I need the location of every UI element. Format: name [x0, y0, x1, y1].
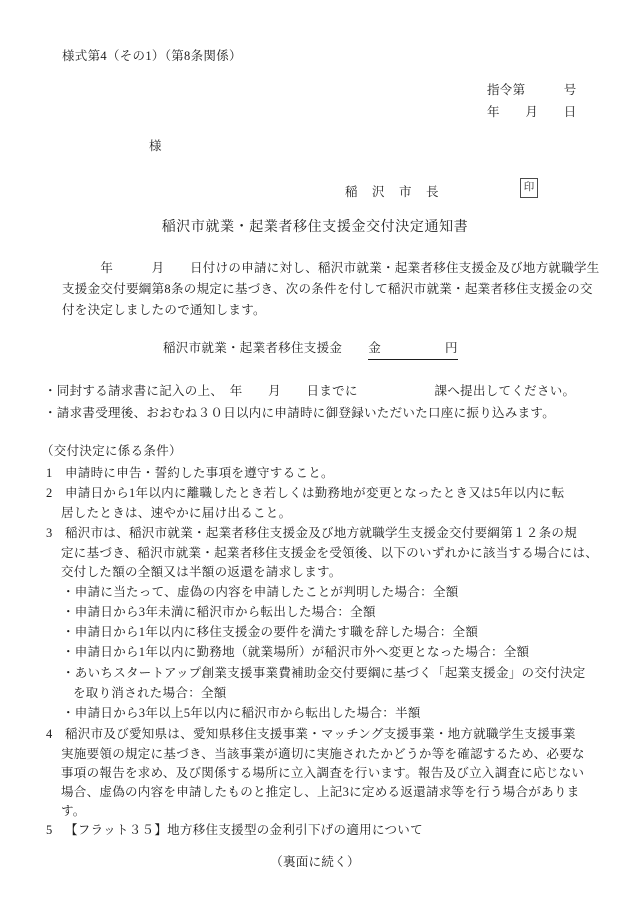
condition-3-bullet-2: ・申請日から3年未満に稲沢市から転出した場合：全額: [62, 605, 376, 619]
addressee-label: 様: [149, 139, 162, 153]
directive-date-line: 年 月 日: [487, 105, 577, 119]
condition-4-line-4: 場合、虚偽の内容を申請したものと推定し、上記3に定める返還請求等を行う場合がありま: [61, 785, 580, 799]
intro-line-1: 年 月 日付けの申請に対し、稲沢市就業・起業者移住支援金及び地方就職学生: [62, 261, 600, 275]
condition-3-line-3: 交付した額の全額又は半額の返還を請求します。: [61, 565, 342, 579]
condition-5-line-1: 【フラット３５】地方移住支援型の金利引下げの適用について: [65, 823, 423, 837]
condition-3-number: 3: [46, 526, 53, 540]
condition-2-line-1: 申請日から1年以内に離職したとき若しくは勤務地が変更となったとき又は5年以内に転: [65, 486, 565, 500]
condition-3-bullet-4: ・申請日から1年以内に勤務地（就業場所）が稲沢市外へ変更となった場合：全額: [62, 645, 530, 659]
condition-3-bullet-1: ・申請に当たって、虚偽の内容を申請したことが判明した場合：全額: [62, 585, 459, 599]
condition-4-line-5: す。: [61, 804, 86, 818]
document-title: 稲沢市就業・起業者移住支援金交付決定通知書: [161, 220, 469, 235]
condition-1-line-1: 申請時に申告・誓約した事項を遵守すること。: [65, 466, 334, 480]
condition-1-number: 1: [46, 466, 53, 480]
mayor-title: 稲 沢 市 長: [345, 185, 440, 199]
condition-4-line-2: 実施要領の規定に基づき、当該事業が適切に実施されたかどうか等を確認するため、必要な: [61, 747, 585, 761]
form-number: 様式第4（その1）（第8条関係）: [62, 49, 242, 63]
amount-value-field: 金 円: [368, 338, 458, 360]
condition-3-line-1: 稲沢市は、稲沢市就業・起業者移住支援金及び地方就職学生支援金交付要綱第１２条の規: [65, 526, 578, 540]
condition-2-line-2: 居したときは、速やかに届け出ること。: [61, 506, 292, 520]
condition-4-number: 4: [46, 727, 53, 741]
condition-3-bullet-6: ・申請日から3年以上5年以内に稲沢市から転出した場合：半額: [62, 706, 421, 720]
conditions-heading: （交付決定に係る条件）: [41, 444, 182, 458]
note-submit-invoice: ・同封する請求書に記入の上、 年 月 日までに 課へ提出してください。: [44, 384, 576, 398]
intro-line-3: 付を決定しましたので通知します。: [62, 303, 266, 317]
intro-line-2: 支援金交付要綱第8条の規定に基づき、次の条件を付して稲沢市就業・起業者移住支援金の交: [62, 282, 593, 296]
condition-3-bullet-5-continuation: を取り消された場合：全額: [73, 686, 227, 700]
condition-2-number: 2: [46, 486, 53, 500]
condition-3-bullet-3: ・申請日から1年以内に移住支援金の要件を満たす職を辞した場合：全額: [62, 625, 479, 639]
seal-stamp: 印: [520, 178, 538, 198]
condition-3-bullet-5: ・あいちスタートアップ創業支援事業費補助金交付要綱に基づく「起業支援金」の交付決定: [62, 666, 586, 680]
condition-3-line-2: 定に基づき、稲沢市就業・起業者移住支援金を受領後、以下のいずれかに該当する場合には、: [61, 546, 599, 560]
amount-label: 稲沢市就業・起業者移住支援金: [163, 341, 343, 355]
condition-5-number: 5: [46, 823, 53, 837]
footer-continuation-note: （裏面に続く）: [270, 855, 360, 869]
condition-4-line-1: 稲沢市及び愛知県は、愛知県移住支援事業・マッチング支援事業・地方就職学生支援事業: [65, 727, 576, 741]
note-payment-timing: ・請求書受理後、おおむね３０日以内に申請時に御登録いただいた口座に振り込みます。: [44, 406, 556, 420]
amount-line: [163, 338, 458, 358]
condition-4-line-3: 事項の報告を求め、及び関係する場所に立入調査を行います。報告及び立入調査に応じない: [61, 766, 585, 780]
directive-number-line: 指令第 号: [487, 83, 577, 97]
